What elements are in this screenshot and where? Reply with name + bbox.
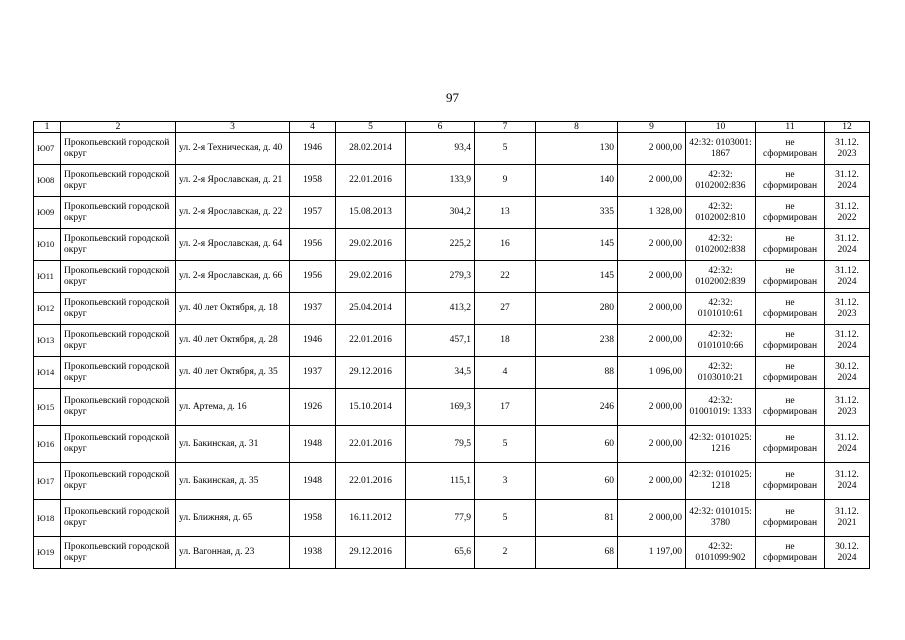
cost: 60: [536, 463, 618, 500]
municipality: Прокопьевский городской округ: [61, 426, 176, 463]
cadastral-number: 42:32: 0101010:66: [686, 325, 756, 357]
cost: 60: [536, 426, 618, 463]
table-row: [34, 197, 870, 229]
unit-cost: 1 328,00: [618, 197, 686, 229]
unit-cost: 2 000,00: [618, 325, 686, 357]
residents: 3: [475, 463, 536, 500]
land-plot-status: не сформирован: [756, 389, 825, 426]
unit-cost: 2 000,00: [618, 165, 686, 197]
recognition-date: 22.01.2016: [336, 165, 406, 197]
cost: 238: [536, 325, 618, 357]
build-year: 1958: [290, 500, 336, 537]
build-year: 1957: [290, 197, 336, 229]
residents: 5: [475, 500, 536, 537]
record-id: Ю16: [34, 426, 61, 463]
column-number: 9: [618, 122, 686, 133]
cadastral-number: 42:32: 01001019: 1333: [686, 389, 756, 426]
column-number: 6: [406, 122, 475, 133]
table-row: [34, 325, 870, 357]
column-number: 12: [825, 122, 870, 133]
address: ул. 40 лет Октября, д. 28: [176, 325, 290, 357]
area: 304,2: [406, 197, 475, 229]
record-id: Ю14: [34, 357, 61, 389]
address: ул. 2-я Ярославская, д. 22: [176, 197, 290, 229]
cadastral-number: 42:32: 0102002:810: [686, 197, 756, 229]
table-row: [34, 357, 870, 389]
deadline: 31.12. 2024: [825, 463, 870, 500]
cost: 246: [536, 389, 618, 426]
recognition-date: 29.12.2016: [336, 357, 406, 389]
land-plot-status: не сформирован: [756, 133, 825, 165]
address: ул. 2-я Ярославская, д. 66: [176, 261, 290, 293]
area: 79,5: [406, 426, 475, 463]
address: ул. 40 лет Октября, д. 18: [176, 293, 290, 325]
record-id: Ю10: [34, 229, 61, 261]
residents: 5: [475, 133, 536, 165]
deadline: 31.12. 2024: [825, 325, 870, 357]
address: ул. Артема, д. 16: [176, 389, 290, 426]
build-year: 1956: [290, 229, 336, 261]
build-year: 1948: [290, 426, 336, 463]
residents: 22: [475, 261, 536, 293]
municipality: Прокопьевский городской округ: [61, 261, 176, 293]
build-year: 1937: [290, 293, 336, 325]
record-id: Ю07: [34, 133, 61, 165]
cadastral-number: 42:32: 0103010:21: [686, 357, 756, 389]
land-plot-status: не сформирован: [756, 426, 825, 463]
land-plot-status: не сформирован: [756, 261, 825, 293]
deadline: 31.12. 2022: [825, 197, 870, 229]
column-number: 8: [536, 122, 618, 133]
unit-cost: 1 096,00: [618, 357, 686, 389]
deadline: 31.12. 2024: [825, 426, 870, 463]
address: ул. Вагонная, д. 23: [176, 537, 290, 569]
recognition-date: 28.02.2014: [336, 133, 406, 165]
area: 279,3: [406, 261, 475, 293]
build-year: 1937: [290, 357, 336, 389]
area: 457,1: [406, 325, 475, 357]
cadastral-number: 42:32: 0103001: 1867: [686, 133, 756, 165]
table-row: [34, 165, 870, 197]
cadastral-number: 42:32: 0102002:838: [686, 229, 756, 261]
deadline: 30.12. 2024: [825, 537, 870, 569]
area: 34,5: [406, 357, 475, 389]
column-number: 1: [34, 122, 61, 133]
municipality: Прокопьевский городской округ: [61, 197, 176, 229]
unit-cost: 2 000,00: [618, 133, 686, 165]
build-year: 1926: [290, 389, 336, 426]
cadastral-number: 42:32: 0101015: 3780: [686, 500, 756, 537]
land-plot-status: не сформирован: [756, 293, 825, 325]
build-year: 1948: [290, 463, 336, 500]
deadline: 31.12. 2024: [825, 261, 870, 293]
record-id: Ю09: [34, 197, 61, 229]
land-plot-status: не сформирован: [756, 229, 825, 261]
unit-cost: 2 000,00: [618, 426, 686, 463]
area: 115,1: [406, 463, 475, 500]
area: 169,3: [406, 389, 475, 426]
residents: 27: [475, 293, 536, 325]
deadline: 31.12. 2023: [825, 293, 870, 325]
record-id: Ю15: [34, 389, 61, 426]
table-row: [34, 133, 870, 165]
area: 133,9: [406, 165, 475, 197]
column-number: 10: [686, 122, 756, 133]
cost: 140: [536, 165, 618, 197]
deadline: 31.12. 2024: [825, 165, 870, 197]
deadline: 31.12. 2021: [825, 500, 870, 537]
municipality: Прокопьевский городской округ: [61, 389, 176, 426]
area: 65,6: [406, 537, 475, 569]
recognition-date: 22.01.2016: [336, 325, 406, 357]
record-id: Ю12: [34, 293, 61, 325]
build-year: 1958: [290, 165, 336, 197]
area: 413,2: [406, 293, 475, 325]
column-number: 5: [336, 122, 406, 133]
residents: 16: [475, 229, 536, 261]
cost: 68: [536, 537, 618, 569]
column-number: 4: [290, 122, 336, 133]
address: ул. 2-я Ярославская, д. 21: [176, 165, 290, 197]
column-number: 11: [756, 122, 825, 133]
land-plot-status: не сформирован: [756, 463, 825, 500]
unit-cost: 2 000,00: [618, 229, 686, 261]
cost: 145: [536, 229, 618, 261]
residents: 17: [475, 389, 536, 426]
municipality: Прокопьевский городской округ: [61, 133, 176, 165]
recognition-date: 25.04.2014: [336, 293, 406, 325]
municipality: Прокопьевский городской округ: [61, 537, 176, 569]
area: 225,2: [406, 229, 475, 261]
column-number: 3: [176, 122, 290, 133]
unit-cost: 1 197,00: [618, 537, 686, 569]
cost: 130: [536, 133, 618, 165]
column-number: 2: [61, 122, 176, 133]
land-plot-status: не сформирован: [756, 357, 825, 389]
cadastral-number: 42:32: 0101010:61: [686, 293, 756, 325]
build-year: 1938: [290, 537, 336, 569]
deadline: 31.12. 2024: [825, 229, 870, 261]
table-row: [34, 261, 870, 293]
residents: 13: [475, 197, 536, 229]
residents: 4: [475, 357, 536, 389]
land-plot-status: не сформирован: [756, 165, 825, 197]
residents: 9: [475, 165, 536, 197]
municipality: Прокопьевский городской округ: [61, 357, 176, 389]
land-plot-status: не сформирован: [756, 197, 825, 229]
record-id: Ю13: [34, 325, 61, 357]
municipality: Прокопьевский городской округ: [61, 500, 176, 537]
recognition-date: 22.01.2016: [336, 463, 406, 500]
housing-register-table: [33, 121, 870, 569]
residents: 5: [475, 426, 536, 463]
recognition-date: 15.10.2014: [336, 389, 406, 426]
record-id: Ю08: [34, 165, 61, 197]
address: ул. Бакинская, д. 35: [176, 463, 290, 500]
table-row: [34, 293, 870, 325]
unit-cost: 2 000,00: [618, 389, 686, 426]
unit-cost: 2 000,00: [618, 261, 686, 293]
build-year: 1946: [290, 325, 336, 357]
recognition-date: 15.08.2013: [336, 197, 406, 229]
cadastral-number: 42:32: 0102002:836: [686, 165, 756, 197]
area: 93,4: [406, 133, 475, 165]
table-row: [34, 500, 870, 537]
recognition-date: 29.12.2016: [336, 537, 406, 569]
address: ул. Ближняя, д. 65: [176, 500, 290, 537]
land-plot-status: не сформирован: [756, 537, 825, 569]
deadline: 31.12. 2023: [825, 389, 870, 426]
build-year: 1946: [290, 133, 336, 165]
land-plot-status: не сформирован: [756, 325, 825, 357]
unit-cost: 2 000,00: [618, 293, 686, 325]
record-id: Ю19: [34, 537, 61, 569]
recognition-date: 16.11.2012: [336, 500, 406, 537]
land-plot-status: не сформирован: [756, 500, 825, 537]
cadastral-number: 42:32: 0101025: 1216: [686, 426, 756, 463]
municipality: Прокопьевский городской округ: [61, 293, 176, 325]
municipality: Прокопьевский городской округ: [61, 463, 176, 500]
unit-cost: 2 000,00: [618, 500, 686, 537]
column-number: 7: [475, 122, 536, 133]
cadastral-number: 42:32: 0101099:902: [686, 537, 756, 569]
municipality: Прокопьевский городской округ: [61, 165, 176, 197]
table-row: [34, 537, 870, 569]
municipality: Прокопьевский городской округ: [61, 325, 176, 357]
deadline: 31.12. 2023: [825, 133, 870, 165]
cadastral-number: 42:32: 0101025: 1218: [686, 463, 756, 500]
table-row: [34, 389, 870, 426]
cost: 88: [536, 357, 618, 389]
recognition-date: 29.02.2016: [336, 229, 406, 261]
column-number-row: [34, 122, 870, 133]
area: 77,9: [406, 500, 475, 537]
residents: 2: [475, 537, 536, 569]
recognition-date: 22.01.2016: [336, 426, 406, 463]
deadline: 30.12. 2024: [825, 357, 870, 389]
cost: 280: [536, 293, 618, 325]
address: ул. 2-я Ярославская, д. 64: [176, 229, 290, 261]
record-id: Ю11: [34, 261, 61, 293]
cost: 335: [536, 197, 618, 229]
residents: 18: [475, 325, 536, 357]
address: ул. 2-я Техническая, д. 40: [176, 133, 290, 165]
cost: 81: [536, 500, 618, 537]
page-number: 97: [446, 90, 459, 105]
unit-cost: 2 000,00: [618, 463, 686, 500]
address: ул. 40 лет Октября, д. 35: [176, 357, 290, 389]
recognition-date: 29.02.2016: [336, 261, 406, 293]
cadastral-number: 42:32: 0102002:839: [686, 261, 756, 293]
table-row: [34, 426, 870, 463]
record-id: Ю17: [34, 463, 61, 500]
address: ул. Бакинская, д. 31: [176, 426, 290, 463]
table-row: [34, 463, 870, 500]
municipality: Прокопьевский городской округ: [61, 229, 176, 261]
table-row: [34, 229, 870, 261]
record-id: Ю18: [34, 500, 61, 537]
cost: 145: [536, 261, 618, 293]
build-year: 1956: [290, 261, 336, 293]
